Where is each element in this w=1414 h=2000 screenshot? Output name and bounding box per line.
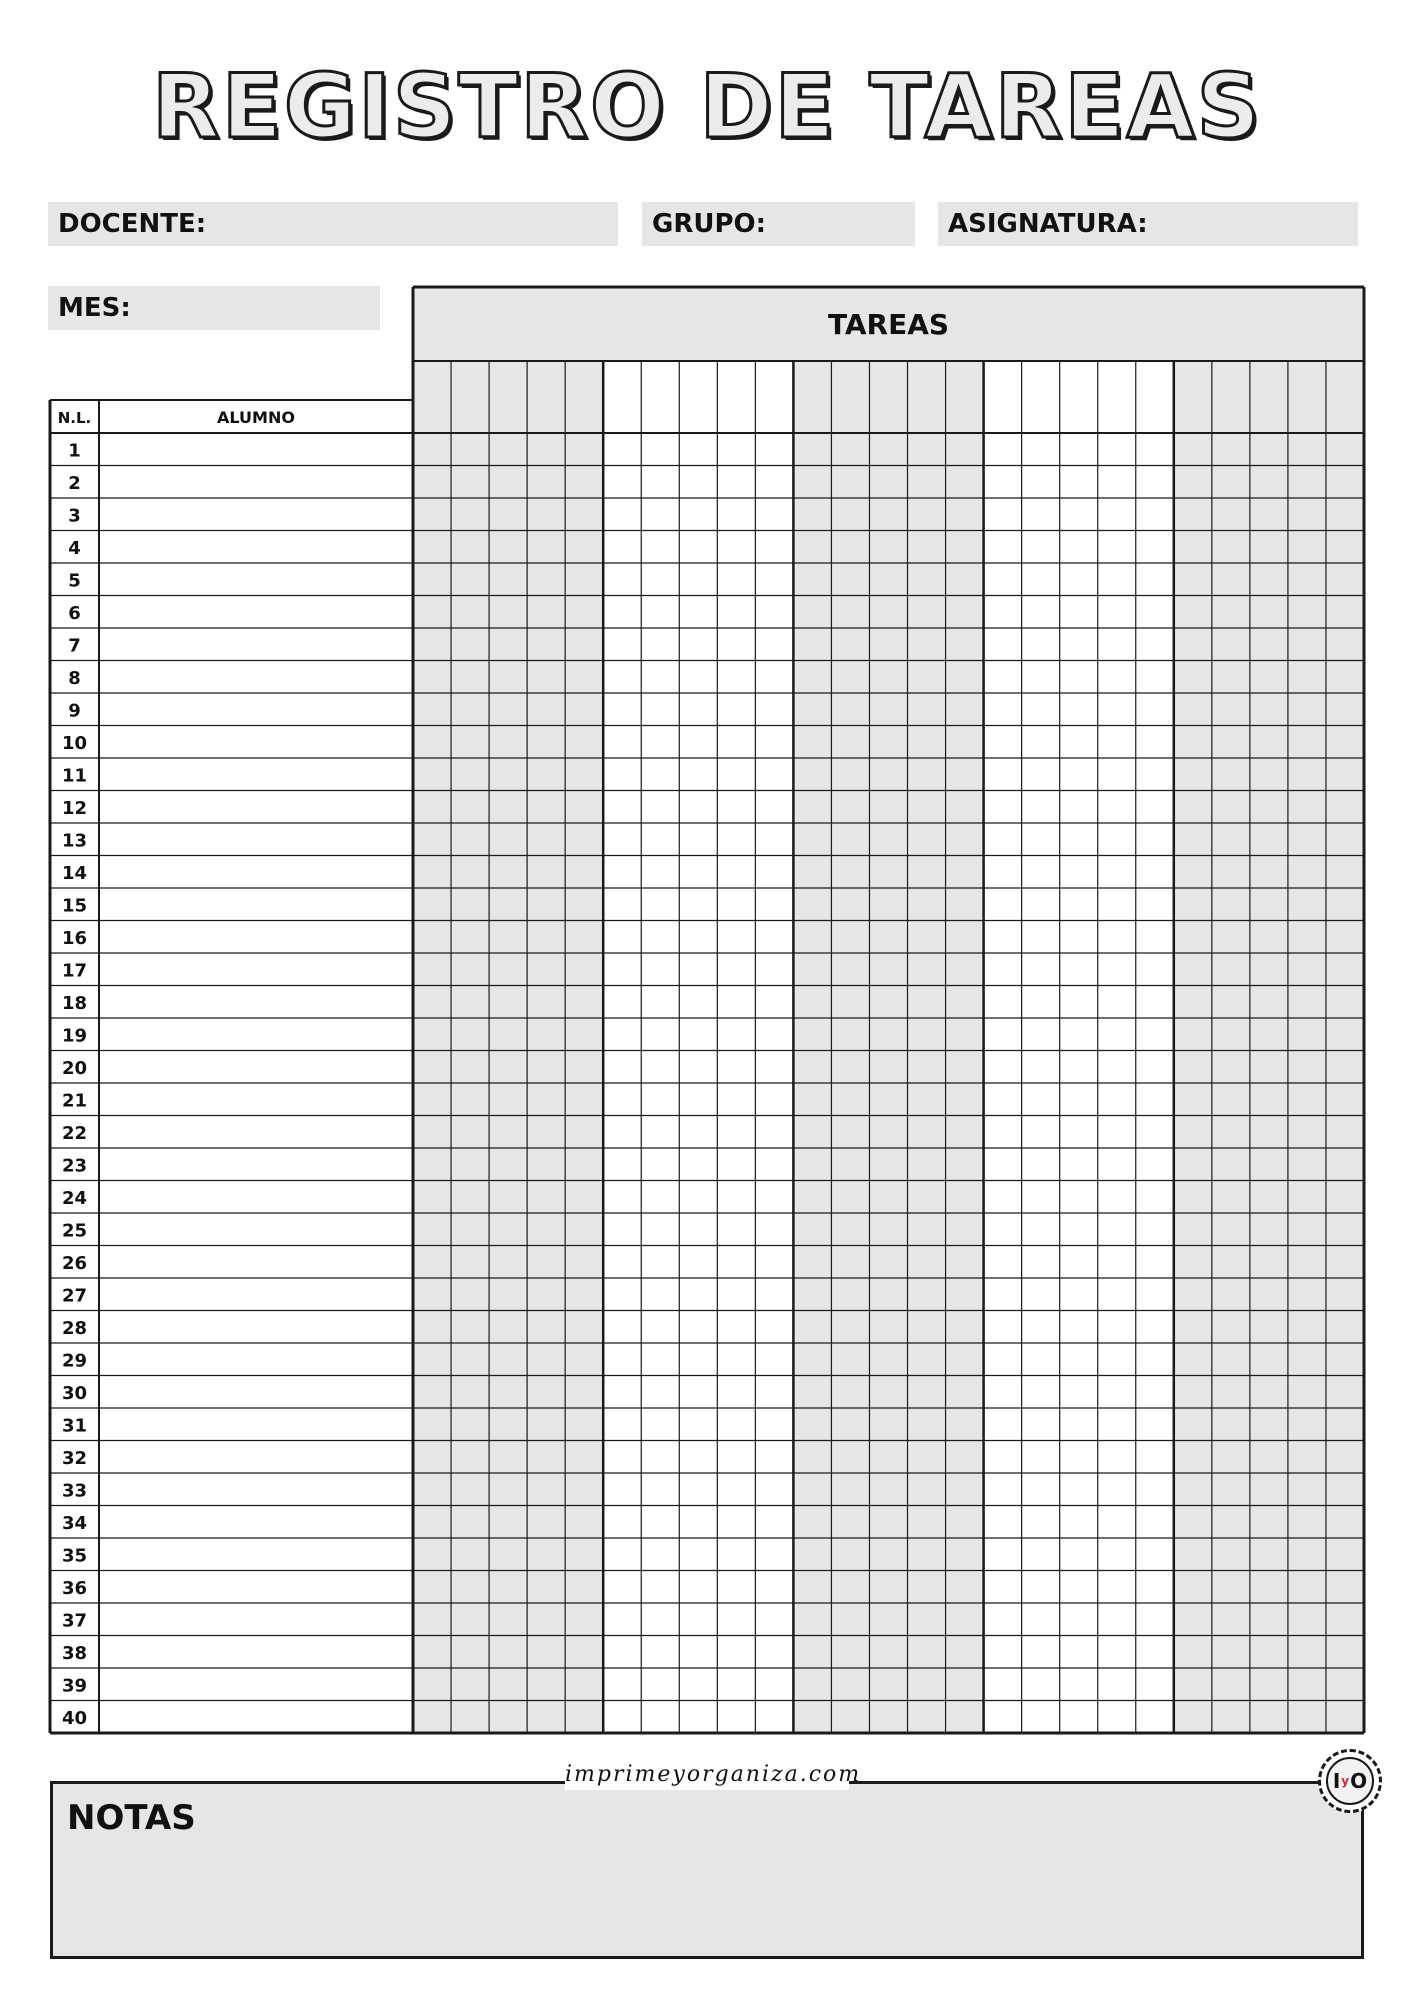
row-number: 40: [61, 1707, 88, 1729]
row-number: 34: [61, 1512, 88, 1534]
row-number: 17: [61, 960, 88, 982]
row-number: 14: [61, 862, 88, 884]
row-number: 12: [61, 797, 88, 819]
row-number: 20: [61, 1057, 88, 1079]
row-number: 3: [68, 505, 81, 527]
row-number: 24: [61, 1187, 88, 1209]
row-number: 6: [68, 602, 81, 624]
row-number: 37: [61, 1610, 88, 1632]
row-number: 9: [68, 700, 81, 722]
row-number: 27: [61, 1285, 88, 1307]
row-number: 21: [61, 1090, 88, 1112]
notes-content: [67, 1844, 1347, 1946]
row-number: 16: [61, 927, 88, 949]
row-number: 35: [61, 1545, 88, 1567]
row-number: 4: [68, 537, 81, 559]
task-group-column: [984, 361, 1174, 1733]
tareas-header-label: TAREAS: [827, 308, 950, 341]
row-number: 15: [61, 895, 88, 917]
row-number: 33: [61, 1480, 88, 1502]
col-nl-header: N.L.: [57, 409, 92, 427]
docente-label: DOCENTE:: [58, 209, 207, 239]
row-number: 26: [61, 1252, 88, 1274]
row-number: 29: [61, 1350, 88, 1372]
row-number: 7: [68, 635, 81, 657]
row-number: 23: [61, 1155, 88, 1177]
row-number: 30: [61, 1382, 88, 1404]
row-number: 11: [61, 765, 88, 787]
website-label: imprimeyorganiza.com: [565, 1760, 849, 1790]
task-group-column: [793, 361, 983, 1733]
notes-title: NOTAS: [67, 1798, 196, 1838]
row-number: 2: [68, 472, 81, 494]
row-number: 39: [61, 1675, 88, 1697]
task-group-column: [603, 361, 793, 1733]
row-number: 13: [61, 830, 88, 852]
row-number: 8: [68, 667, 81, 689]
col-alumno-header: ALUMNO: [217, 408, 295, 427]
grupo-label: GRUPO:: [652, 209, 767, 239]
row-number: 1: [68, 440, 81, 462]
task-group-column: [413, 361, 603, 1733]
row-number: 5: [68, 570, 81, 592]
row-number: 25: [61, 1220, 88, 1242]
notes-box[interactable]: [50, 1781, 1364, 1959]
brand-logo: [1318, 1749, 1382, 1813]
brand-logo-mark: I y O: [1326, 1757, 1374, 1805]
asignatura-label: ASIGNATURA:: [948, 209, 1148, 239]
row-number: 10: [61, 732, 88, 754]
page-title: REGISTRO DE TAREAS: [152, 55, 1262, 158]
mes-label: MES:: [58, 293, 131, 323]
row-number: 22: [61, 1122, 88, 1144]
row-number: 32: [61, 1447, 88, 1469]
row-number: 31: [61, 1415, 88, 1437]
row-number: 19: [61, 1025, 88, 1047]
row-number: 28: [61, 1317, 88, 1339]
row-number: 36: [61, 1577, 88, 1599]
row-number: 38: [61, 1642, 88, 1664]
row-number: 18: [61, 992, 88, 1014]
task-group-column: [1174, 361, 1364, 1733]
